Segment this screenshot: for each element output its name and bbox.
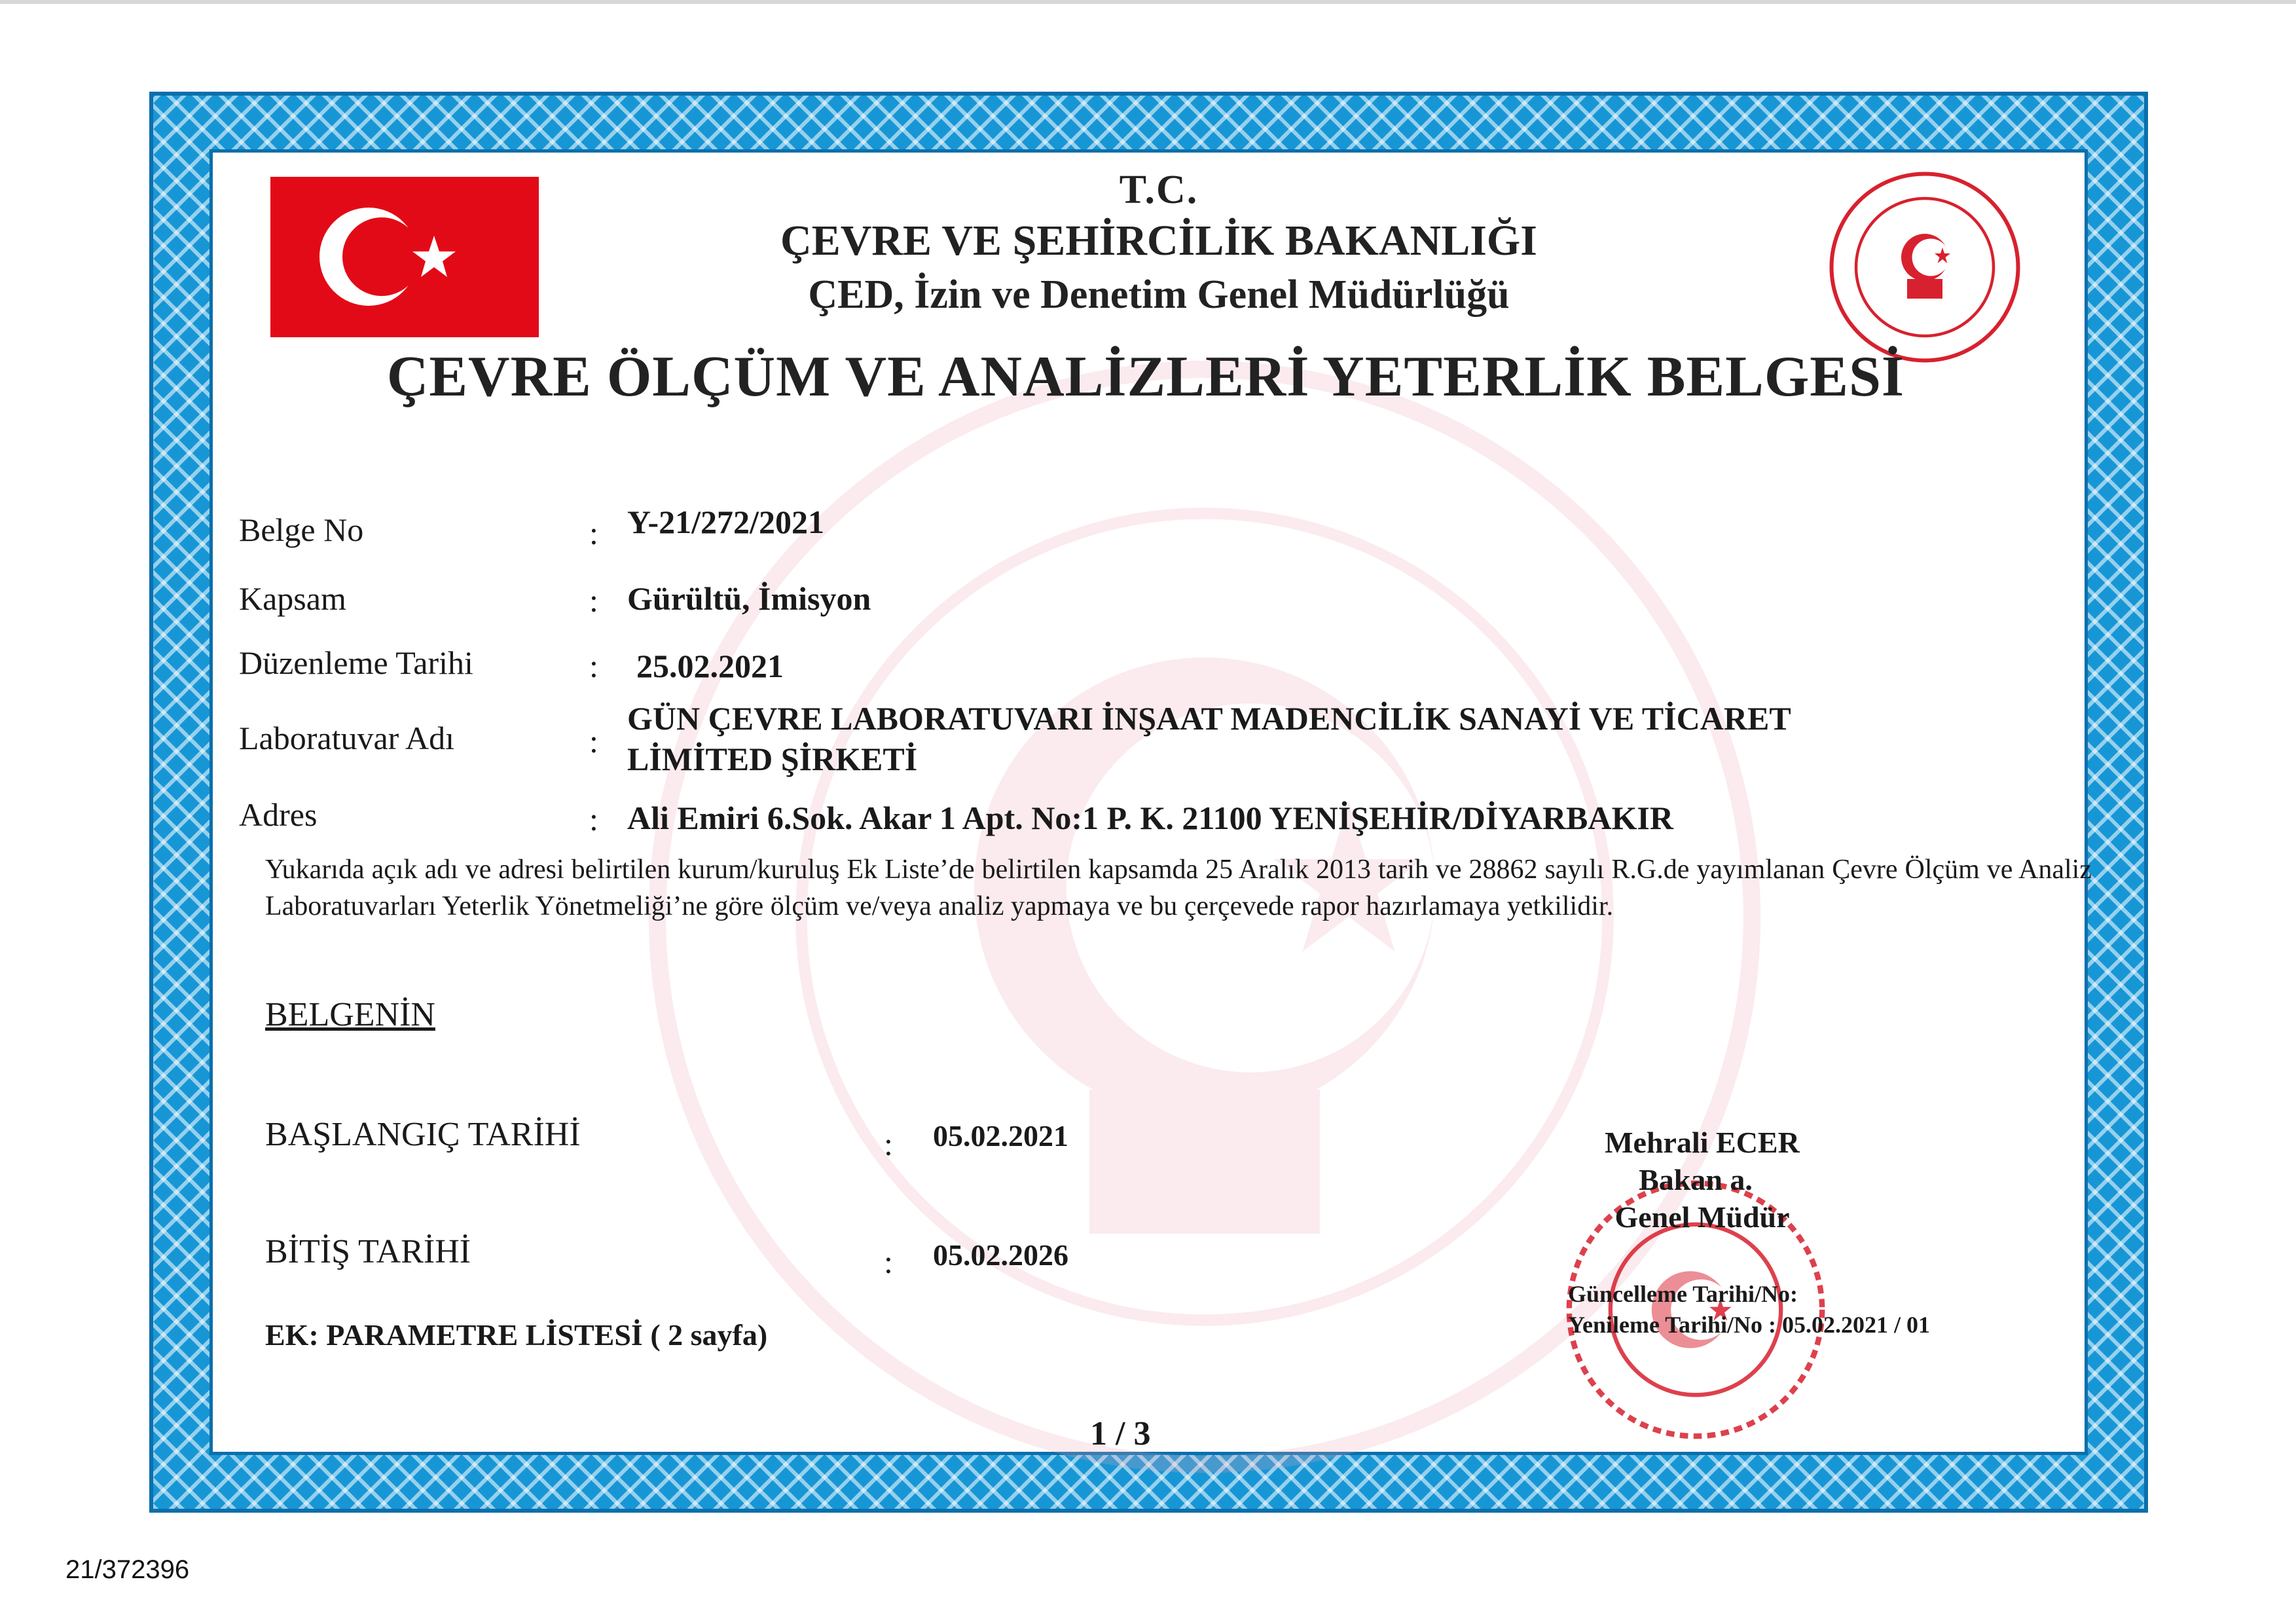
renewal-date-line: Yenileme Tarihi/No : 05.02.2021 / 01 [1568, 1312, 1931, 1338]
end-date-label: BİTİŞ TARİHİ [265, 1233, 471, 1270]
field-label-duzenleme-tarihi: Düzenleme Tarihi [239, 644, 473, 681]
field-colon: : [589, 723, 598, 760]
field-label-kapsam: Kapsam [239, 580, 346, 617]
page-number: 1 / 3 [1090, 1415, 1151, 1452]
ministry-seal-icon [1827, 169, 2023, 365]
field-value-laboratuvar-adi-line2: LİMİTED ŞİRKETİ [627, 741, 918, 777]
serial-number: 21/372396 [65, 1555, 190, 1584]
field-colon: : [589, 582, 598, 619]
field-colon: : [589, 648, 598, 684]
annex-note: EK: PARAMETRE LİSTESİ ( 2 sayfa) [265, 1318, 768, 1352]
field-label-laboratuvar-adi: Laboratuvar Adı [239, 720, 455, 756]
field-colon: : [884, 1244, 893, 1280]
start-date-value: 05.02.2021 [933, 1119, 1068, 1153]
field-value-duzenleme-tarihi: 25.02.2021 [636, 648, 784, 684]
header-tc: T.C. [1119, 168, 1199, 212]
certificate-title: ÇEVRE ÖLÇÜM VE ANALİZLERİ YETERLİK BELGESİ [386, 345, 1905, 409]
field-value-adres: Ali Emiri 6.Sok. Akar 1 Apt. No:1 P. K. 21100 YENİŞEHİR/DİYARBAKIR [627, 800, 1673, 836]
field-label-adres: Adres [239, 796, 318, 833]
end-date-value: 05.02.2026 [933, 1238, 1068, 1272]
field-colon: : [589, 801, 598, 838]
field-label-belge-no: Belge No [239, 511, 364, 548]
scan-edge-line [0, 0, 2296, 4]
field-value-kapsam: Gürültü, İmisyon [627, 580, 871, 617]
ministry-name: ÇEVRE VE ŞEHİRCİLİK BAKANLIĞI [780, 217, 1537, 265]
field-value-laboratuvar-adi: GÜN ÇEVRE LABORATUVARI İNŞAAT MADENCİLİK SANAYİ VE TİCARET [627, 700, 1791, 737]
signatory-title-2: Genel Müdür [1614, 1200, 1790, 1234]
directorate-name: ÇED, İzin ve Denetim Genel Müdürlüğü [808, 272, 1510, 317]
turkish-flag-icon [270, 177, 539, 337]
field-colon: : [884, 1126, 893, 1162]
authorization-paragraph: Yukarıda açık adı ve adresi belirtilen kurum/kuruluş Ek Liste’de belirtilen kapsamda 25 Aralık 2013 tarih ve 28862 sayılı R.G.de yayımlanan Çevre Ölçüm ve Analiz Laboratuvarları Yeterlik Yönetmeliği’ne göre ölçüm ve/veya analiz yapmaya ve bu çerçevede rapor hazırlamaya yetkilidir. [265, 855, 2092, 921]
update-date-line: Güncelleme Tarihi/No: [1568, 1281, 1798, 1307]
start-date-label: BAŞLANGIÇ TARİHİ [265, 1116, 581, 1153]
validity-heading: BELGENİN [265, 996, 435, 1033]
signatory-name: Mehrali ECER [1605, 1126, 1800, 1159]
field-colon: : [589, 515, 598, 551]
field-value-belge-no: Y-21/272/2021 [627, 504, 824, 540]
signatory-title-1: Bakan a. [1639, 1163, 1753, 1196]
